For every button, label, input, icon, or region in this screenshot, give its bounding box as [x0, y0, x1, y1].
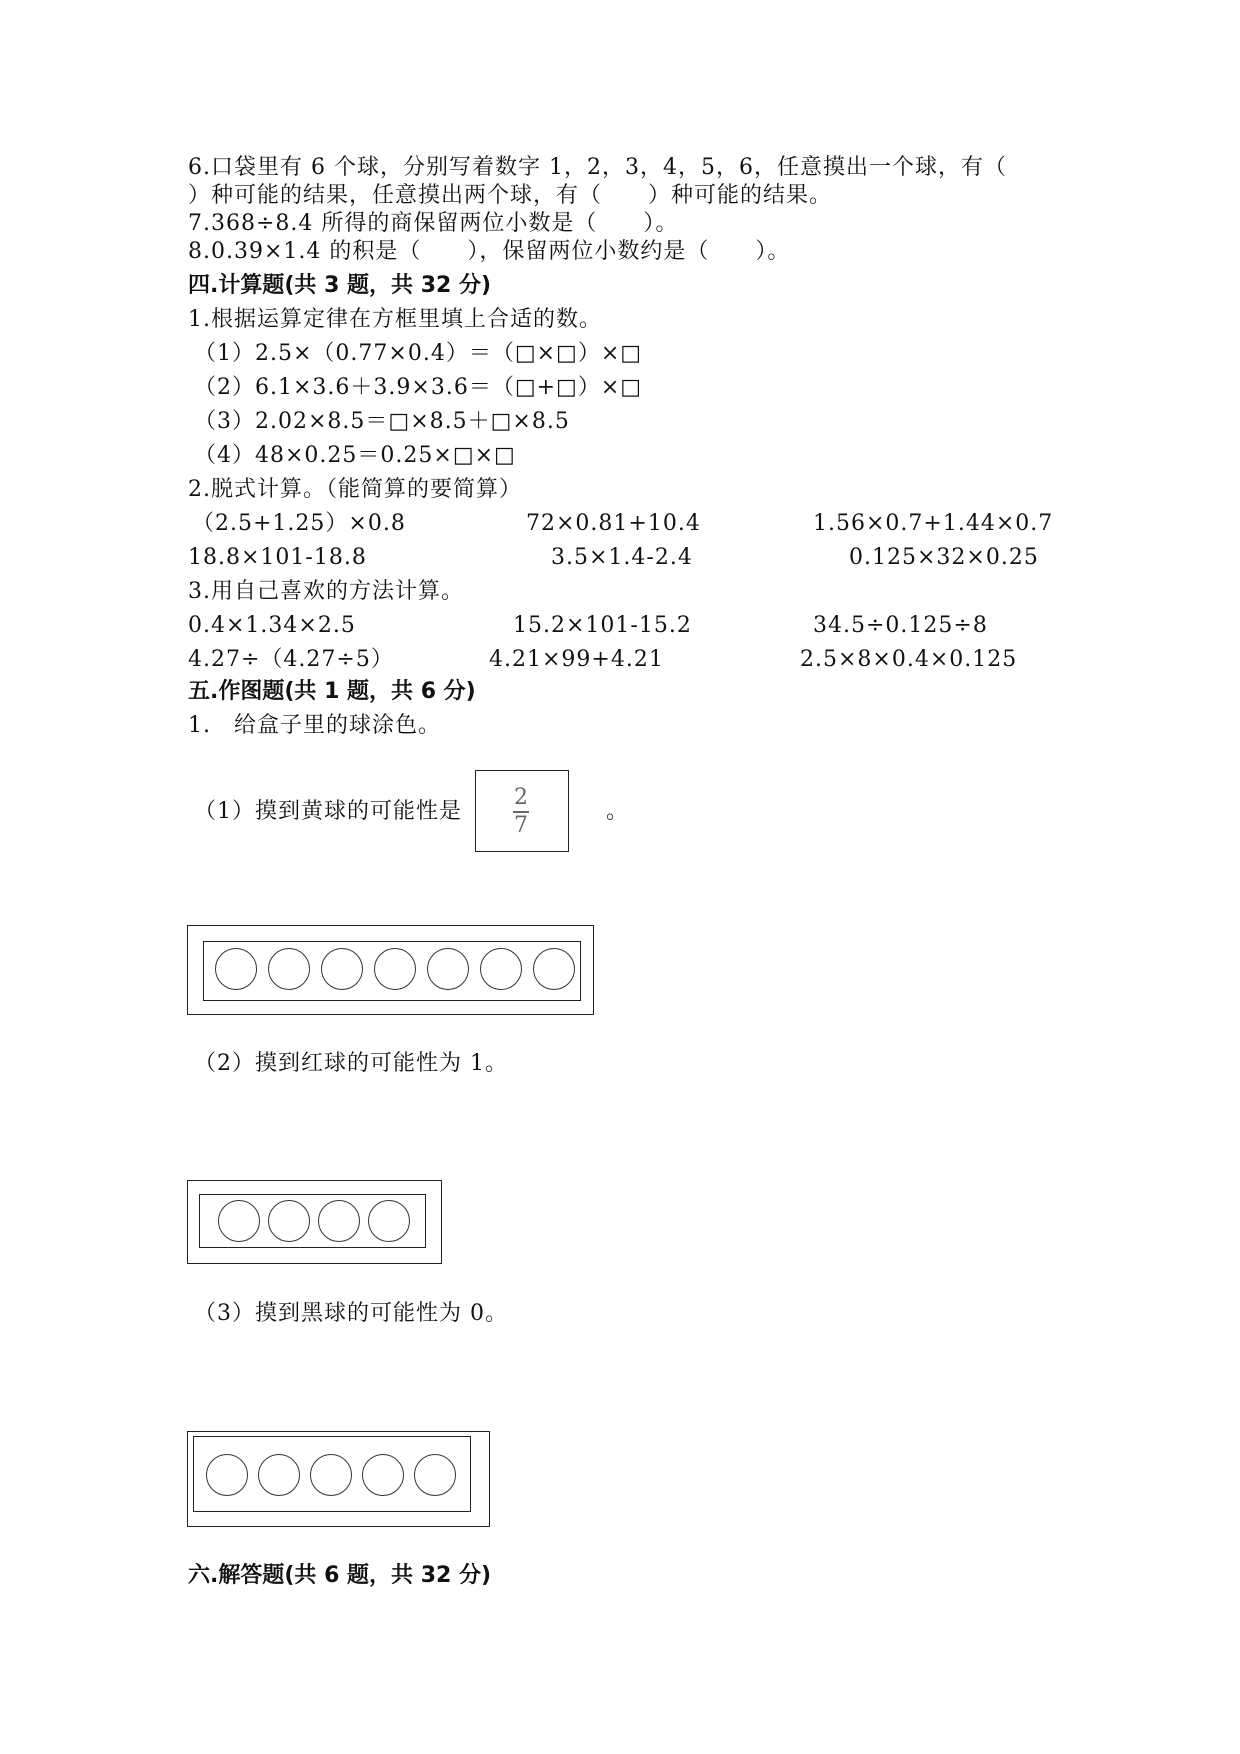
s4-q1-item-1: （1）2.5×（0.77×0.4）＝（□×□）×□	[194, 341, 643, 366]
ball-circle	[258, 1454, 300, 1496]
s4-q1-item-2: （2）6.1×3.6＋3.9×3.6＝（□+□）×□	[194, 375, 643, 400]
ball-circle	[218, 1200, 260, 1242]
ball-circle	[368, 1200, 410, 1242]
fraction-numerator: 2	[514, 785, 528, 810]
s4-q3-expr: 4.27÷（4.27÷5）	[188, 647, 394, 672]
s4-q2-expr: 18.8×101-18.8	[188, 545, 367, 570]
s5-part2-label: （2）摸到红球的可能性为 1。	[194, 1051, 508, 1076]
fraction-denominator: 7	[514, 813, 528, 838]
ball-circle	[414, 1454, 456, 1496]
q7-line: 7.368÷8.4 所得的商保留两位小数是（ ）。	[188, 211, 679, 236]
ball-circle	[268, 948, 310, 990]
s4-q1-item-4: （4）48×0.25＝0.25×□×□	[194, 443, 516, 468]
q8-line: 8.0.39×1.4 的积是（ ），保留两位小数约是（ ）。	[188, 239, 791, 264]
ball-circle	[310, 1454, 352, 1496]
section4-heading: 四.计算题(共 3 题，共 32 分)	[188, 273, 492, 298]
s4-q1-title: 1.根据运算定律在方框里填上合适的数。	[188, 307, 602, 332]
ball-circle	[427, 948, 469, 990]
s5-part3-label: （3）摸到黑球的可能性为 0。	[194, 1301, 508, 1326]
s5-part1-end: 。	[606, 799, 630, 824]
s5-part1-label: （1）摸到黄球的可能性是	[194, 799, 462, 824]
ball-circle	[480, 948, 522, 990]
s4-q3-expr: 2.5×8×0.4×0.125	[800, 647, 1018, 672]
s4-q2-expr: （2.5+1.25）×0.8	[192, 511, 406, 536]
ball-circle	[318, 1200, 360, 1242]
s4-q2-expr: 72×0.81+10.4	[526, 511, 701, 536]
s4-q3-title: 3.用自己喜欢的方法计算。	[188, 579, 464, 604]
ball-circle	[533, 948, 575, 990]
q6-line-2: ）种可能的结果，任意摸出两个球，有（ ）种可能的结果。	[188, 183, 833, 208]
ball-circle	[321, 948, 363, 990]
ball-circle	[215, 948, 257, 990]
s4-q3-expr: 34.5÷0.125÷8	[813, 613, 988, 638]
ball-circle	[268, 1200, 310, 1242]
s4-q3-expr: 0.4×1.34×2.5	[188, 613, 356, 638]
section6-heading: 六.解答题(共 6 题，共 32 分)	[188, 1563, 492, 1588]
ball-circle	[362, 1454, 404, 1496]
s5-q1-title: 1. 给盒子里的球涂色。	[188, 713, 441, 738]
s4-q2-title: 2.脱式计算。（能简算的要简算）	[188, 477, 522, 502]
ball-circle	[206, 1454, 248, 1496]
section5-heading: 五.作图题(共 1 题，共 6 分)	[188, 679, 476, 704]
q6-line-1: 6.口袋里有 6 个球，分别写着数字 1，2，3，4，5，6，任意摸出一个球，有（	[188, 155, 1007, 180]
s4-q3-expr: 15.2×101-15.2	[513, 613, 692, 638]
s4-q3-expr: 4.21×99+4.21	[489, 647, 664, 672]
s4-q2-expr: 0.125×32×0.25	[849, 545, 1039, 570]
s4-q1-item-3: （3）2.02×8.5＝□×8.5＋□×8.5	[194, 409, 570, 434]
s4-q2-expr: 1.56×0.7+1.44×0.7	[813, 511, 1054, 536]
s4-q2-expr: 3.5×1.4-2.4	[551, 545, 693, 570]
ball-circle	[374, 948, 416, 990]
